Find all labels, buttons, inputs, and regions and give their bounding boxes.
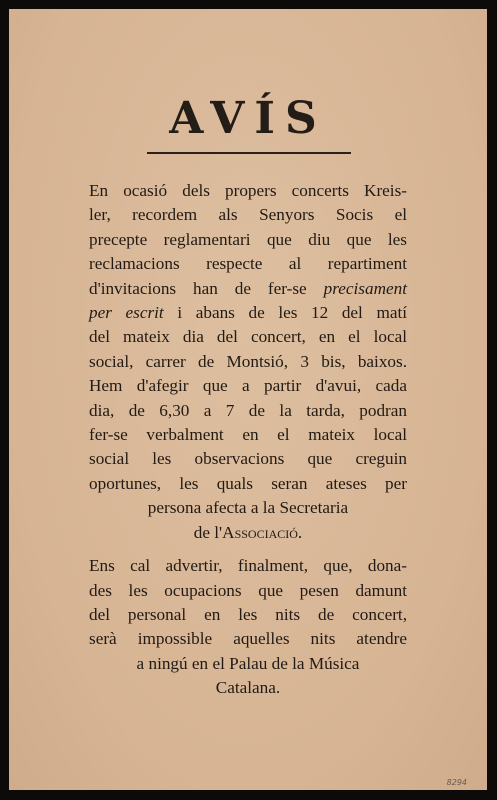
paragraph-gap [89,545,407,554]
text-segment: i abans de les 12 del matí [177,303,407,323]
text-line: dia, de 6,30 a 7 de la tarda, podran [89,400,407,420]
text-line [89,277,407,301]
notice-body [89,179,407,701]
text-line: En ocasió dels propers concerts Kreis- [89,181,407,200]
text-line: a ningú en el Palau de la Música [136,653,360,673]
small-caps-name: Associació. [222,522,303,542]
text-line: reclamacions respecte al repartiment [89,254,407,274]
italic-emphasis: per escrit [89,303,164,323]
notice-sheet [9,9,487,790]
text-line [89,301,407,325]
text-line: Ens cal advertir, finalment, que, dona- [89,556,407,576]
text-line: fer-se verbalment en el mateix local [89,425,407,445]
text-line: social les observacions que creguin [89,449,407,469]
text-line: precepte reglamentari que diu que les [89,229,407,249]
title-underline [147,152,351,154]
text-line: ler, recordem als Senyors Socis el [89,205,407,225]
text-line: persona afecta a la Secretaria [147,498,349,518]
text-line: Hem d'afegir que a partir d'avui, cada [89,376,407,396]
text-line: del mateix dia del concert, en el local [89,327,407,347]
text-line: del personal en les nits de concert, [89,604,407,624]
text-line: oportunes, les quals seran ateses per [89,473,407,493]
text-line: serà impossible aquelles nits atendre [89,629,407,649]
catalog-number: 8294 [446,778,467,787]
text-line: social, carrer de Montsió, 3 bis, baixos. [89,351,407,371]
text-line: des les ocupacions que pesen damunt [89,580,407,600]
text-segment: d'invitacions han de fer-se [89,278,307,298]
text-line: Catalana. [215,678,281,698]
text-segment: de l' [193,522,223,542]
notice-title: AVÍS [169,93,327,144]
italic-emphasis: precisament [323,278,407,298]
text-line [89,521,407,545]
